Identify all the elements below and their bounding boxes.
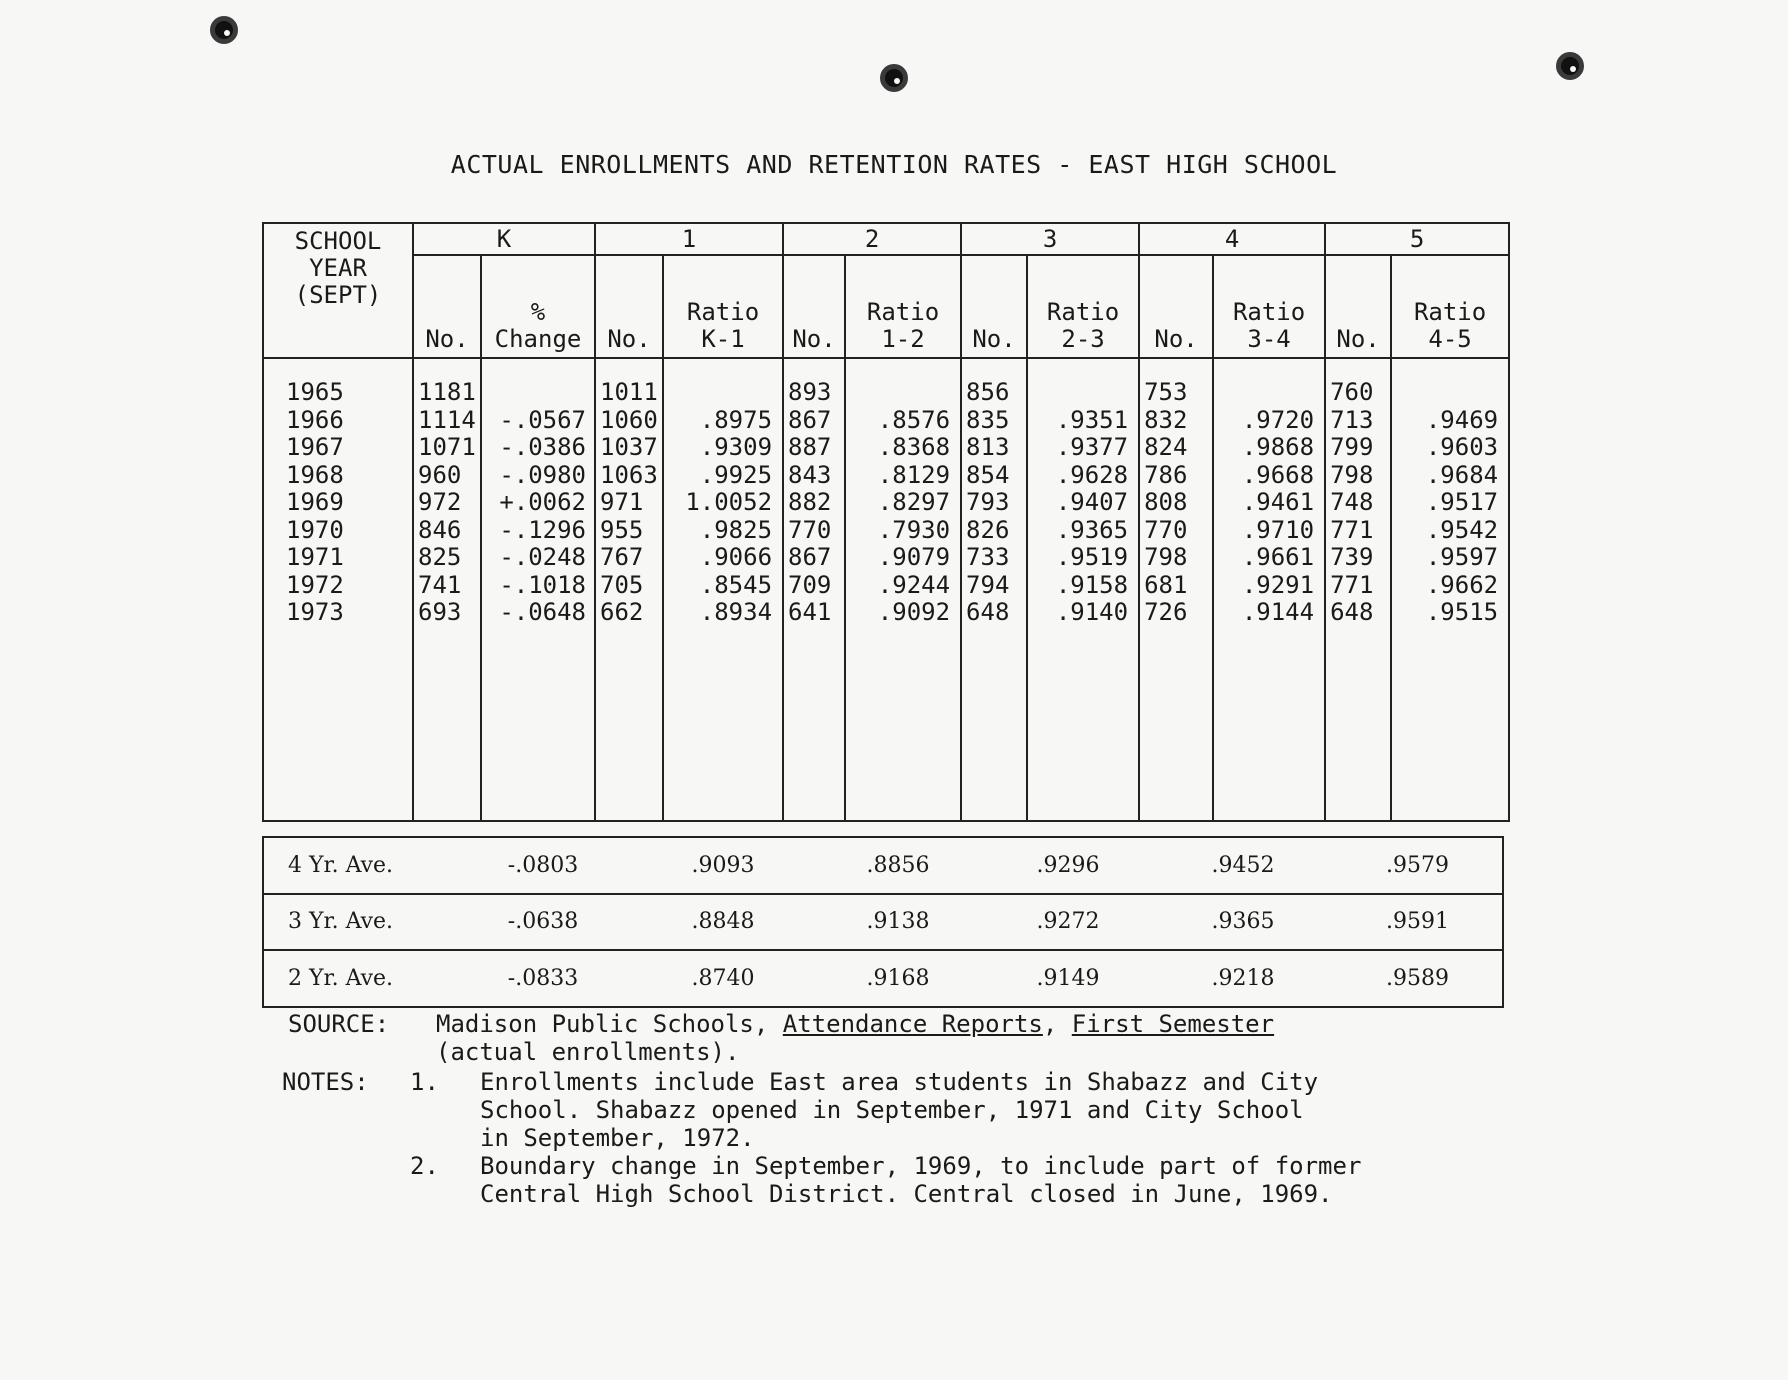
- table-cell: .9825: [699, 515, 773, 544]
- document-title: ACTUAL ENROLLMENTS AND RETENTION RATES - EAST HIGH SCHOOL: [450, 150, 1338, 179]
- table-cell: 1.0052: [685, 488, 773, 517]
- source-prefix: Madison Public Schools,: [436, 1010, 783, 1038]
- grade-3-header: 3: [961, 223, 1139, 255]
- header-line: %: [530, 298, 546, 327]
- header-line: Ratio: [686, 298, 760, 327]
- g2-no-column: [783, 358, 845, 821]
- table-cell: 705: [600, 570, 644, 599]
- table-cell: 826: [966, 515, 1010, 544]
- table-cell: 648: [966, 598, 1010, 627]
- average-value: .8848: [633, 894, 813, 951]
- note-number: 1.: [410, 1068, 439, 1096]
- table-cell: 767: [600, 543, 644, 572]
- table-cell: .9461: [1241, 488, 1315, 517]
- table-cell: 1011: [600, 378, 658, 407]
- table-cell: 813: [966, 433, 1010, 462]
- table-cell: 835: [966, 405, 1010, 434]
- k-change-column: [481, 358, 595, 821]
- average-label: 3 Yr. Ave.: [263, 894, 453, 951]
- averages-table: [262, 836, 1504, 1008]
- average-row: [263, 837, 1503, 894]
- table-cell: 733: [966, 543, 1010, 572]
- note-item: [410, 1152, 1510, 1208]
- table-cell: 794: [966, 570, 1010, 599]
- g3-no-header: No.: [961, 255, 1027, 358]
- table-cell: 1972: [286, 570, 344, 599]
- table-cell: .9710: [1241, 515, 1315, 544]
- table-cell: -.1296: [499, 515, 587, 544]
- table-cell: 786: [1144, 460, 1188, 489]
- average-value: .9272: [983, 894, 1153, 951]
- table-cell: .9668: [1241, 460, 1315, 489]
- table-cell: .7930: [877, 515, 951, 544]
- table-cell: 760: [1330, 378, 1374, 407]
- table-cell: .8934: [699, 598, 773, 627]
- k-no-header: No.: [413, 255, 481, 358]
- header-line: 2-3: [1061, 325, 1105, 354]
- table-cell: [664, 379, 782, 407]
- note-item: [410, 1068, 1510, 1152]
- header-line: 1-2: [881, 325, 925, 354]
- average-value: -.0803: [453, 837, 633, 894]
- table-cell: 825: [418, 543, 462, 572]
- table-cell: 753: [1144, 378, 1188, 407]
- average-value: .9589: [1333, 950, 1503, 1007]
- note-text: Enrollments include East area students in Shabazz and City School. Shabazz opened in September, 1971 and City School in September, 1972.: [480, 1068, 1319, 1152]
- table-cell: -.0980: [499, 460, 587, 489]
- table-cell: .9377: [1055, 433, 1129, 462]
- table-cell: 1060: [600, 405, 658, 434]
- table-cell: 1973: [286, 598, 344, 627]
- table-cell: .9868: [1241, 433, 1315, 462]
- table-cell: .9662: [1425, 570, 1499, 599]
- table-cell: 798: [1144, 543, 1188, 572]
- average-value: .9149: [983, 950, 1153, 1007]
- table-cell: 854: [966, 460, 1010, 489]
- g5-ratio-column: [1391, 358, 1509, 821]
- g2-ratio-header: [845, 255, 961, 358]
- table-cell: 681: [1144, 570, 1188, 599]
- punch-hole-center: [880, 64, 908, 92]
- table-cell: 741: [418, 570, 462, 599]
- table-cell: .9092: [877, 598, 951, 627]
- table-cell: [482, 379, 594, 407]
- source-label: SOURCE:: [288, 1010, 390, 1038]
- table-cell: [1214, 379, 1324, 407]
- table-cell: 1967: [286, 433, 344, 462]
- table-cell: .9628: [1055, 460, 1129, 489]
- header-line: 3-4: [1247, 325, 1291, 354]
- table-cell: 726: [1144, 598, 1188, 627]
- average-label: 2 Yr. Ave.: [263, 950, 453, 1007]
- table-cell: 856: [966, 378, 1010, 407]
- table-cell: 887: [788, 433, 832, 462]
- table-cell: .8368: [877, 433, 951, 462]
- enrollment-table: [262, 222, 1510, 822]
- table-cell: .9309: [699, 433, 773, 462]
- g5-ratio-header: [1391, 255, 1509, 358]
- table-cell: 770: [1144, 515, 1188, 544]
- table-cell: 1181: [418, 378, 476, 407]
- table-cell: 971: [600, 488, 644, 517]
- g4-ratio-header: [1213, 255, 1325, 358]
- average-value: .9579: [1333, 837, 1503, 894]
- table-cell: 1966: [286, 405, 344, 434]
- table-cell: -.1018: [499, 570, 587, 599]
- average-value: .8740: [633, 950, 813, 1007]
- table-cell: 1063: [600, 460, 658, 489]
- table-cell: 799: [1330, 433, 1374, 462]
- g3-ratio-header: [1027, 255, 1139, 358]
- g4-no-header: No.: [1139, 255, 1213, 358]
- table-cell: 713: [1330, 405, 1374, 434]
- table-cell: .9407: [1055, 488, 1129, 517]
- average-value: -.0833: [453, 950, 633, 1007]
- table-cell: 771: [1330, 515, 1374, 544]
- year-header-line: (SEPT): [294, 281, 382, 309]
- source-line-1: [436, 1010, 1274, 1038]
- grade-k-header: K: [413, 223, 595, 255]
- header-line: Ratio: [1413, 298, 1487, 327]
- table-cell: 1971: [286, 543, 344, 572]
- table-cell: 1965: [286, 378, 344, 407]
- g3-no-column: [961, 358, 1027, 821]
- punch-hole-left: [210, 16, 238, 44]
- average-value: .9452: [1153, 837, 1333, 894]
- source-line-2: (actual enrollments).: [436, 1038, 740, 1066]
- table-cell: 709: [788, 570, 832, 599]
- table-cell: [1392, 379, 1508, 407]
- table-cell: 693: [418, 598, 462, 627]
- table-cell: .8576: [877, 405, 951, 434]
- table-cell: [846, 379, 960, 407]
- table-cell: .9158: [1055, 570, 1129, 599]
- table-cell: .9140: [1055, 598, 1129, 627]
- note-number: 2.: [410, 1152, 439, 1180]
- table-cell: .8545: [699, 570, 773, 599]
- table-cell: .9661: [1241, 543, 1315, 572]
- year-header-line: SCHOOL: [294, 227, 382, 255]
- table-cell: 955: [600, 515, 644, 544]
- table-cell: -.0567: [499, 405, 587, 434]
- note-text: Boundary change in September, 1969, to include part of former Central High School District. Central closed in June, 1969.: [480, 1152, 1362, 1208]
- table-cell: .9144: [1241, 598, 1315, 627]
- g4-ratio-column: [1213, 358, 1325, 821]
- table-cell: .8129: [877, 460, 951, 489]
- g1-ratio-header: [663, 255, 783, 358]
- table-cell: 1969: [286, 488, 344, 517]
- g1-no-column: [595, 358, 663, 821]
- g4-no-column: [1139, 358, 1213, 821]
- average-value: .8856: [813, 837, 983, 894]
- table-cell: 972: [418, 488, 462, 517]
- table-cell: 832: [1144, 405, 1188, 434]
- average-value: .9093: [633, 837, 813, 894]
- year-header-line: YEAR: [309, 254, 367, 282]
- table-cell: -.0386: [499, 433, 587, 462]
- table-cell: .9517: [1425, 488, 1499, 517]
- g2-no-header: No.: [783, 255, 845, 358]
- source-semester: First Semester: [1071, 1010, 1275, 1038]
- source-report-title: Attendance Reports: [782, 1010, 1043, 1038]
- table-cell: .9684: [1425, 460, 1499, 489]
- table-cell: .8297: [877, 488, 951, 517]
- grade-4-header: 4: [1139, 223, 1325, 255]
- average-value: .9138: [813, 894, 983, 951]
- table-cell: 771: [1330, 570, 1374, 599]
- table-cell: .9515: [1425, 598, 1499, 627]
- table-cell: .9469: [1425, 405, 1499, 434]
- table-cell: 1037: [600, 433, 658, 462]
- table-cell: .8975: [699, 405, 773, 434]
- average-row: [263, 894, 1503, 951]
- table-cell: .9079: [877, 543, 951, 572]
- table-cell: 960: [418, 460, 462, 489]
- average-value: -.0638: [453, 894, 633, 951]
- table-cell: .9365: [1055, 515, 1129, 544]
- table-cell: 1970: [286, 515, 344, 544]
- header-line: Ratio: [1046, 298, 1120, 327]
- source-text: [436, 1010, 1274, 1066]
- punch-hole-right: [1556, 52, 1584, 80]
- table-cell: 793: [966, 488, 1010, 517]
- average-value: .9296: [983, 837, 1153, 894]
- table-cell: .9066: [699, 543, 773, 572]
- table-cell: 641: [788, 598, 832, 627]
- table-cell: 798: [1330, 460, 1374, 489]
- table-cell: .9542: [1425, 515, 1499, 544]
- table-cell: -.0648: [499, 598, 587, 627]
- table-cell: .9603: [1425, 433, 1499, 462]
- grade-5-header: 5: [1325, 223, 1509, 255]
- table-cell: .9519: [1055, 543, 1129, 572]
- header-line: 4-5: [1428, 325, 1472, 354]
- table-cell: 843: [788, 460, 832, 489]
- g3-ratio-column: [1027, 358, 1139, 821]
- table-cell: 739: [1330, 543, 1374, 572]
- average-row: [263, 950, 1503, 1007]
- average-value: .9591: [1333, 894, 1503, 951]
- k-no-column: [413, 358, 481, 821]
- table-cell: 808: [1144, 488, 1188, 517]
- grade-2-header: 2: [783, 223, 961, 255]
- table-cell: .9351: [1055, 405, 1129, 434]
- grade-1-header: 1: [595, 223, 783, 255]
- average-value: .9365: [1153, 894, 1333, 951]
- header-line: Change: [494, 325, 582, 354]
- table-cell: 893: [788, 378, 832, 407]
- table-cell: 846: [418, 515, 462, 544]
- year-column: [263, 358, 413, 821]
- header-line: Ratio: [1232, 298, 1306, 327]
- average-value: .9218: [1153, 950, 1333, 1007]
- g5-no-header: No.: [1325, 255, 1391, 358]
- table-cell: 770: [788, 515, 832, 544]
- table-cell: [1028, 379, 1138, 407]
- table-cell: 1968: [286, 460, 344, 489]
- table-cell: 1114: [418, 405, 476, 434]
- table-cell: -.0248: [499, 543, 587, 572]
- table-cell: 824: [1144, 433, 1188, 462]
- table-cell: 867: [788, 405, 832, 434]
- g2-ratio-column: [845, 358, 961, 821]
- year-header: [263, 223, 413, 358]
- table-cell: 748: [1330, 488, 1374, 517]
- table-cell: .9291: [1241, 570, 1315, 599]
- table-cell: .9925: [699, 460, 773, 489]
- table-cell: 882: [788, 488, 832, 517]
- source-separator: ,: [1042, 1010, 1072, 1038]
- table-cell: 867: [788, 543, 832, 572]
- table-cell: 648: [1330, 598, 1374, 627]
- table-cell: +.0062: [499, 488, 587, 517]
- header-line: Ratio: [866, 298, 940, 327]
- notes-list: [410, 1068, 1510, 1208]
- average-value: .9168: [813, 950, 983, 1007]
- table-cell: 662: [600, 598, 644, 627]
- table-cell: .9597: [1425, 543, 1499, 572]
- notes-label: NOTES:: [282, 1068, 369, 1096]
- table-cell: .9244: [877, 570, 951, 599]
- table-cell: 1071: [418, 433, 476, 462]
- average-label: 4 Yr. Ave.: [263, 837, 453, 894]
- g5-no-column: [1325, 358, 1391, 821]
- header-line: K-1: [701, 325, 745, 354]
- g1-no-header: No.: [595, 255, 663, 358]
- table-cell: .9720: [1241, 405, 1315, 434]
- k-change-header: [481, 255, 595, 358]
- g1-ratio-column: [663, 358, 783, 821]
